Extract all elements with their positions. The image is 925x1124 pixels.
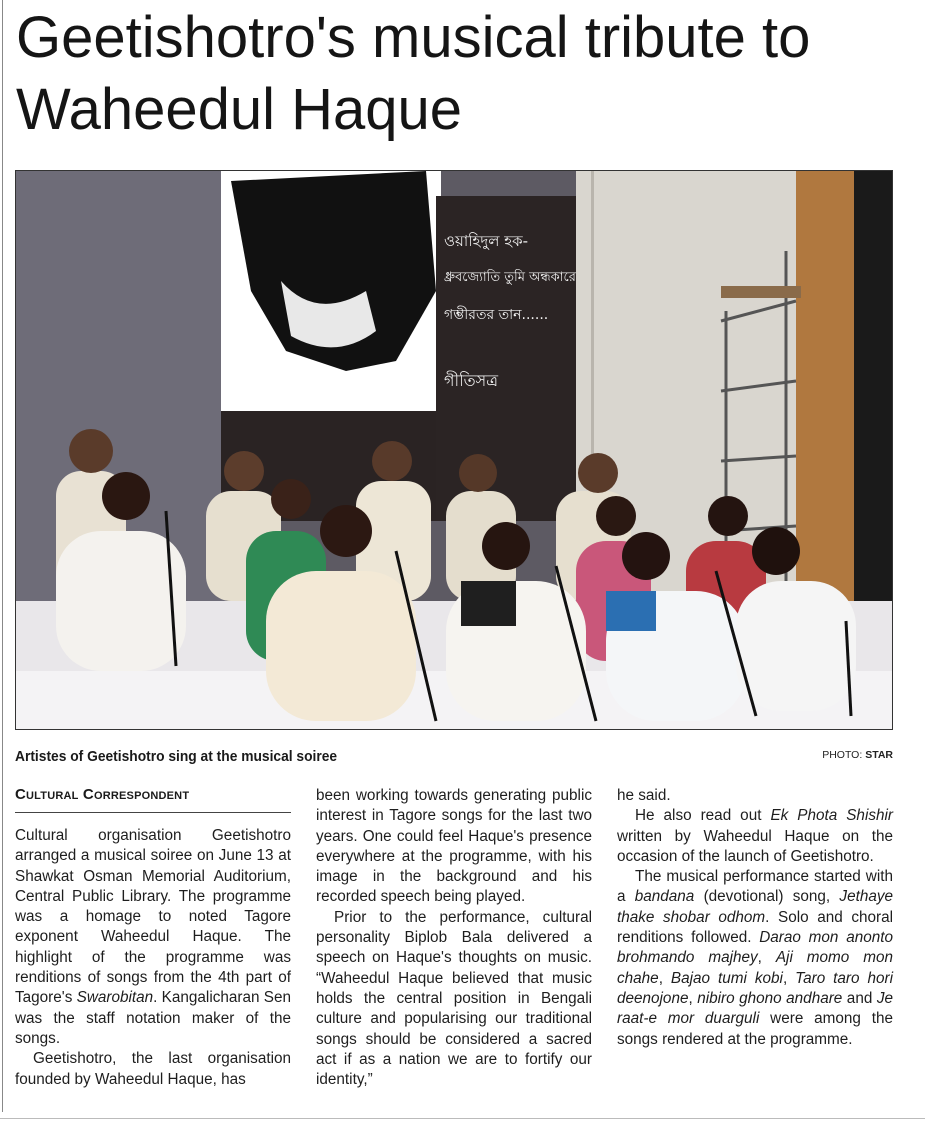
text-run: , [757,949,776,967]
article-column-2 [316,786,592,1090]
left-column-rule [2,0,3,1112]
text-run: , [782,969,796,987]
article-paragraph [617,806,893,867]
article-paragraph [15,826,291,1049]
banner-text-line: ধ্রুবজ্যোতি তুমি অন্ধকারে [444,270,576,285]
italic-text: Je raat-e mor duarguli [617,989,893,1028]
article-paragraph [617,867,893,1050]
photo-credit-source: STAR [865,749,893,761]
text-run: (devotional) song, [694,888,840,906]
italic-text: Bajao tumi kobi [670,969,783,987]
article-paragraph: Geetishotro, the last organisation founded by Waheedul Haque, has [15,1050,291,1088]
italic-text: Swarobitan [76,989,154,1007]
article-paragraph: he said. [617,787,671,804]
photo-credit [822,749,893,761]
italic-text: Darao mon anonto brohmando majhey [617,929,893,967]
text-run: He also read out [635,807,771,825]
bottom-rule [0,1118,925,1119]
article-paragraph: been working towards generating public interest in Tagore songs for the last two years. One could feel Haque's presence everywhere at the programme, with his image in the background and his recorded speech being played. [316,787,592,906]
article-paragraph: Prior to the performance, cultural personality Biplob Bala delivered a speech on Haque's thoughts on music. “Waheedul Haque believed that music holds the central position in Bengali culture and popularising our traditional songs should be considered a sacred act if as a nation we are to fortify our identity,” [316,908,592,1089]
text-run: were among the songs rendered at the programme. [617,1010,893,1048]
byline-rule [15,812,291,813]
article-column-3 [617,786,893,1050]
italic-text: bandana [634,888,695,906]
banner-text-line: গম্ভীরতর তান...... [444,307,549,323]
banner-text-line: গীতিসত্র [444,371,498,390]
italic-text: Aji momo mon chahe [617,949,894,987]
headline: Geetishotro's musical tribute to Waheedul Haque [16,5,811,142]
italic-text: nibiro ghono andhare [697,989,843,1007]
text-run: The musical performance started with a [617,868,893,906]
news-photo [15,170,893,730]
byline: Cultural Correspondent [15,786,190,803]
photo-credit-prefix: PHOTO: [822,749,863,761]
italic-text: Taro taro hori deenojone [617,969,894,1007]
text-run: , [658,969,671,987]
italic-text: Jethaye thake shobar odhom [617,888,893,926]
photo-caption: Artistes of Geetishotro sing at the musical soiree [15,748,338,765]
text-run: Cultural organisation Geetishotro arranged a musical soiree on June 13 at Shawkat Osman Memorial Auditorium, Central Public Library. The programme was a homage to noted Tagore exponent Waheedul Haque. The highlight of the programme was renditions of songs from the 4th part of Tagore's [15,827,291,1007]
text-run: . Kangalicharan Sen was the staff notation maker of the songs. [15,989,291,1047]
article-column-1 [15,826,291,1090]
text-run: . Solo and choral renditions followed. [617,908,893,947]
text-run: , [688,989,698,1007]
text-run: written by Waheedul Haque on the occasion of the launch of Geetishotro. [617,827,893,865]
banner-text-line: ওয়াহিদুল হক- [444,232,529,250]
text-run: and [842,989,877,1007]
italic-text: Ek Phota Shishir [770,807,893,825]
